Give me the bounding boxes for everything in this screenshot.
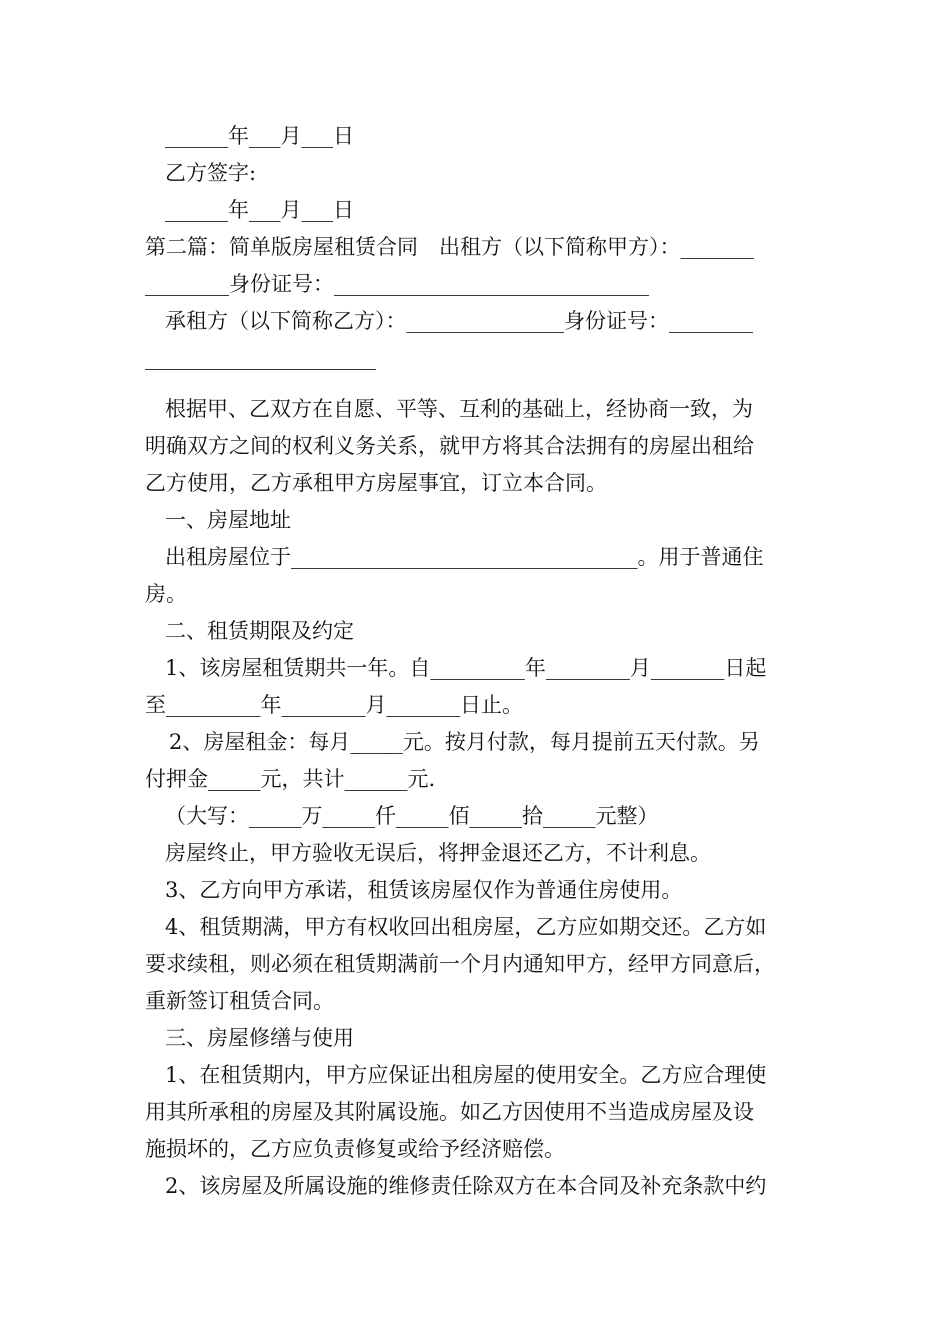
text-line: 乙方使用，乙方承租甲方房屋事宜，订立本合同。 — [145, 471, 607, 495]
text-line: 重新签订租赁合同。 — [145, 989, 334, 1013]
text-line: ______年___月___日 — [165, 198, 354, 222]
text-line: ______________________ — [145, 346, 376, 370]
text-line: 2、该房屋及所属设施的维修责任除双方在本合同及补充条款中约 — [165, 1174, 767, 1198]
text-line: 根据甲、乙双方在自愿、平等、互利的基础上，经协商一致，为 — [165, 397, 753, 421]
text-line: 2、房屋租金：每月_____元。按月付款，每月提前五天付款。另 — [169, 730, 760, 754]
text-line: 用其所承租的房屋及其附属设施。如乙方因使用不当造成房屋及设 — [145, 1100, 754, 1124]
text-line: 第二篇：简单版房屋租赁合同 出租方（以下简称甲方）：_______ — [145, 235, 754, 259]
contract-page — [145, 118, 810, 1205]
text-line: ______年___月___日 — [165, 124, 354, 148]
text-line: 1、该房屋租赁期共一年。自_________年________月_______日起 — [165, 656, 767, 680]
text-line: ________身份证号：______________________________ — [145, 272, 649, 296]
text-line: 付押金_____元，共计______元. — [145, 767, 436, 791]
text-line: 施损坏的，乙方应负责修复或给予经济赔偿。 — [145, 1137, 565, 1161]
text-line: 一、房屋地址 — [165, 508, 291, 532]
text-line: 三、房屋修缮与使用 — [165, 1026, 354, 1050]
text-line: （大写：_____万_____仟_____佰_____拾_____元整） — [165, 804, 659, 828]
text-line: 3、乙方向甲方承诺，租赁该房屋仅作为普通住房使用。 — [165, 878, 683, 902]
text-line: 房。 — [145, 582, 187, 606]
text-line: 至_________年________月_______日止。 — [145, 693, 523, 717]
text-line: 乙方签字: — [165, 161, 257, 185]
text-line: 承租方（以下简称乙方）：_______________身份证号：________ — [165, 309, 753, 333]
text-line: 4、租赁期满，甲方有权收回出租房屋，乙方应如期交还。乙方如 — [165, 915, 767, 939]
text-line: 二、租赁期限及约定 — [165, 619, 354, 643]
text-line: 1、在租赁期内，甲方应保证出租房屋的使用安全。乙方应合理使 — [165, 1063, 767, 1087]
text-line: 房屋终止，甲方验收无误后，将押金退还乙方，不计利息。 — [165, 841, 711, 865]
paragraph-gap — [145, 377, 810, 391]
text-line: 出租房屋位于_________________________________。用于普通住 — [165, 545, 764, 569]
text-line: 要求续租，则必须在租赁期满前一个月内通知甲方，经甲方同意后， — [145, 952, 775, 976]
text-line: 明确双方之间的权利义务关系，就甲方将其合法拥有的房屋出租给 — [145, 434, 754, 458]
